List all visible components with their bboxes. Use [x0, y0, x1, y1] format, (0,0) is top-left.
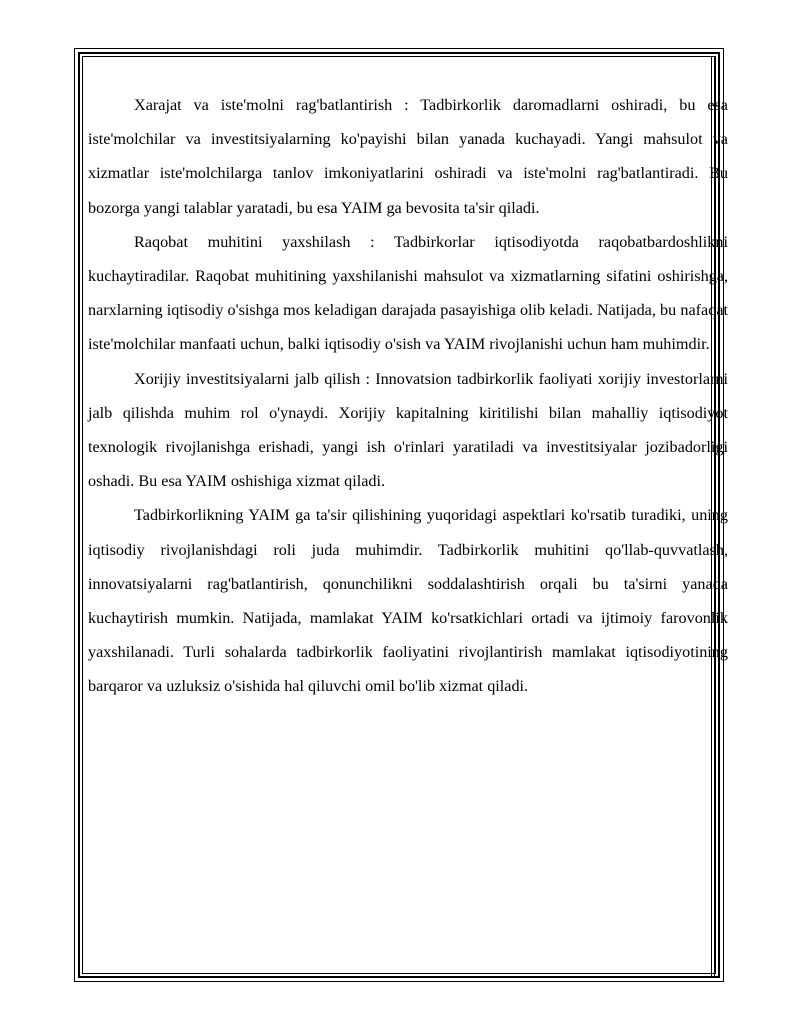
paragraph: Xarajat va iste'molni rag'batlantirish : Tadbirkorlik daromadlarni oshiradi, bu esa iste'molchilar va investitsiyalarning ko'payishi bilan yanada kuchayadi. Yangi mahsulot va xizmatlar iste'molchilarga tanlov imkoniyatlarini oshiradi va iste'molni rag'batlantiradi. Bu bozorga yangi talablar yaratadi, bu esa YAIM ga bevosita ta'sir qiladi. — [88, 96, 728, 217]
paragraph: Raqobat muhitini yaxshilash : Tadbirkorlar iqtisodiyotda raqobatbardoshlikni kuchaytiradilar. Raqobat muhitining yaxshilanishi mahsulot va xizmatlarning sifatini oshirishga, narxlarning iqtisodiy o'sishga mos keladigan darajada pasayishiga olib keladi. Natijada, bu nafaqat iste'molchilar manfaati uchun, balki iqtisodiy o'sish va YAIM rivojlanishi uchun ham muhimdir. — [88, 232, 728, 354]
paragraph: Tadbirkorlikning YAIM ga ta'sir qilishining yuqoridagi aspektlari ko'rsatib turadiki, uning iqtisodiy rivojlanishdagi roli juda muhimdir. Tadbirkorlik muhitini qo'llab-quvvatlash, innovatsiyalarni rag'batlantirish, qonunchilikni soddalashtirish orqali bu ta'sirni yanada kuchaytirish mumkin. Natijada, mamlakat YAIM ko'rsatkichlari ortadi va ijtimoiy farovonlik yaxshilanadi. Turli sohalarda tadbirkorlik faoliyatini rivojlantirish mamlakat iqtisodiyotining barqaror va uzluksiz o'sishida hal qiluvchi omil bo'lib xizmat qiladi. — [88, 506, 728, 696]
document-body — [88, 88, 728, 704]
paragraph: Xorijiy investitsiyalarni jalb qilish : Innovatsion tadbirkorlik faoliyati xorijiy investorlarni jalb qilishda muhim rol o'ynaydi. Xorijiy kapitalning kiritilishi bilan mahalliy iqtisodiyot texnologik rivojlanishga erishadi, yangi ish o'rinlari yaratiladi va investitsiyalar jozibadorligi oshadi. Bu esa YAIM oshishiga xizmat qiladi. — [88, 369, 728, 491]
